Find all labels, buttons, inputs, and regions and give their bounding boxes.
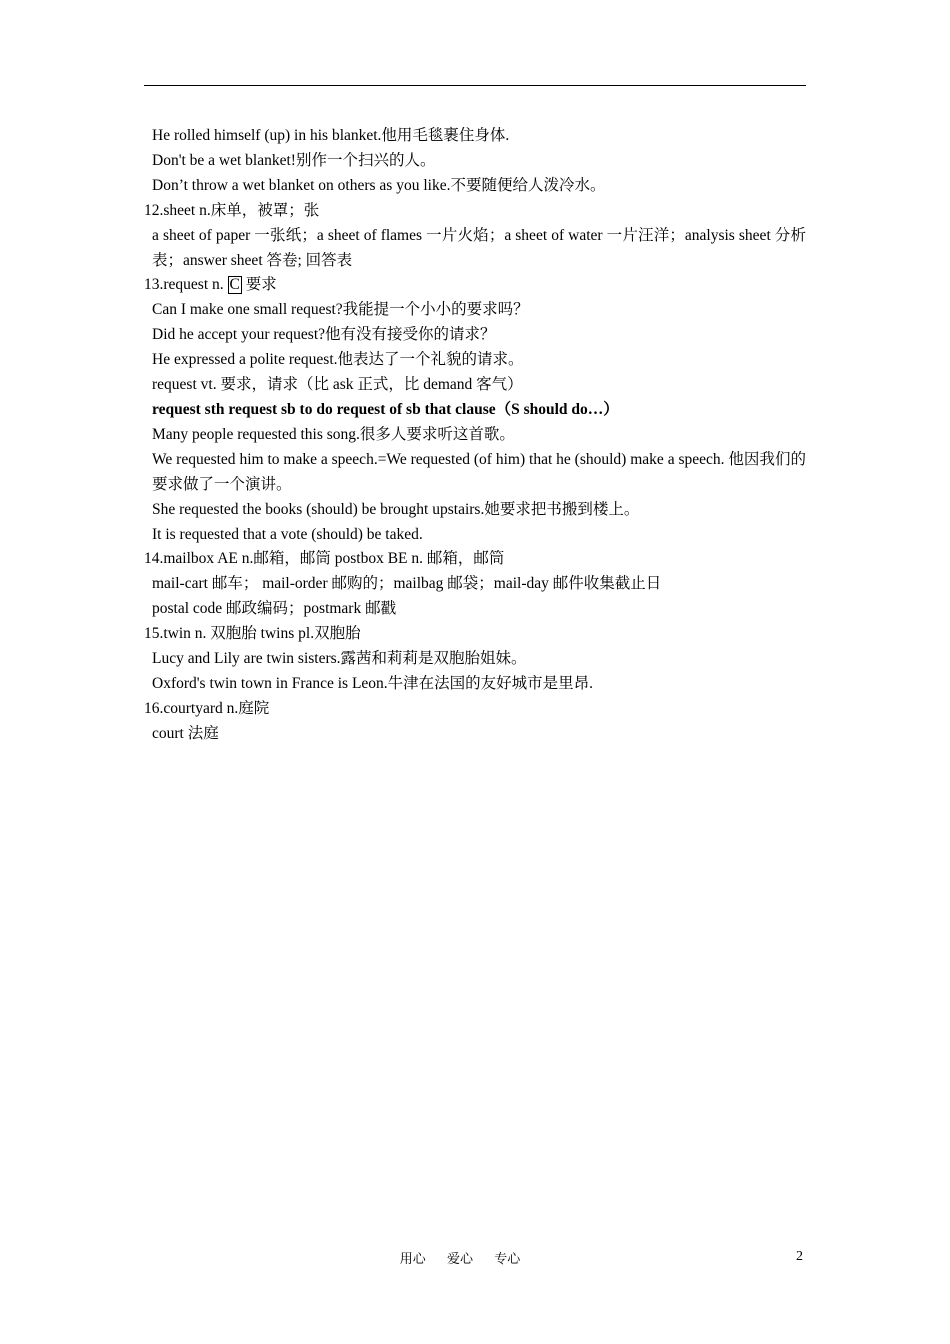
example-sentence: We requested him to make a speech.=We requested (of him) that he (should) make a speech. 他因我们的要求做了一个演讲。 xyxy=(152,450,806,493)
usage-note: request vt. 要求，请求（比 ask 正式，比 demand 客气） xyxy=(152,376,523,394)
example-sentence: Don’t throw a wet blanket on others as you like.不要随便给人泼冷水。 xyxy=(152,176,606,194)
vocab-entry-heading: 16.courtyard n.庭院 xyxy=(144,699,270,717)
header-rule xyxy=(144,85,806,86)
example-sentence: He expressed a polite request.他表达了一个礼貌的请求。 xyxy=(152,351,524,369)
footer-motto-3: 专心 xyxy=(494,1251,521,1266)
example-sentence: Did he accept your request?他有没有接受你的请求？ xyxy=(152,326,496,344)
usage-patterns: request sth request sb to do request of sb that clause（S should do…） xyxy=(152,400,619,418)
footer-motto-2: 爱心 xyxy=(446,1251,473,1266)
footer-motto-1: 用心 xyxy=(399,1251,426,1266)
example-sentence: She requested the books (should) be brought upstairs.她要求把书搬到楼上。 xyxy=(152,500,640,518)
example-sentence: He rolled himself (up) in his blanket.他用毛毯裹住身体. xyxy=(152,127,510,144)
example-sentence: Don't be a wet blanket!别作一个扫兴的人。 xyxy=(152,151,436,169)
page-number: 2 xyxy=(796,1249,803,1264)
vocab-entry-heading: 14.mailbox AE n.邮箱，邮筒 postbox BE n. 邮箱，邮筒 xyxy=(144,550,505,568)
document-body xyxy=(144,124,806,747)
example-sentence: Many people requested this song.很多人要求听这首歌。 xyxy=(152,425,515,443)
phrase-list: postal code 邮政编码；postmark 邮戳 xyxy=(152,600,397,618)
phrase-list: court 法庭 xyxy=(152,724,219,742)
vocab-entry-heading xyxy=(144,273,806,298)
phrase-list: mail-cart 邮车； mail-order 邮购的；mailbag 邮袋；mail-day 邮件收集截止日 xyxy=(152,575,662,593)
footer-motto xyxy=(0,1248,920,1267)
example-sentence: Lucy and Lily are twin sisters.露茜和莉莉是双胞胎姐妹。 xyxy=(152,650,527,668)
example-sentence: Oxford's twin town in France is Leon.牛津在法国的友好城市是里昂. xyxy=(152,674,594,692)
vocab-entry-heading: 12.sheet n.床单，被罩；张 xyxy=(144,201,320,219)
example-sentence: Can I make one small request?我能提一个小小的要求吗？ xyxy=(152,301,529,319)
example-sentence: It is requested that a vote (should) be taked. xyxy=(152,525,423,543)
phrase-list: a sheet of paper 一张纸；a sheet of flames 一片火焰；a sheet of water 一片汪洋；analysis sheet 分析表；answer sheet 答卷; 回答表 xyxy=(152,226,806,269)
heading-text: 13.request n. xyxy=(144,276,228,294)
heading-meaning: 要求 xyxy=(241,276,277,294)
vocab-entry-heading: 15.twin n. 双胞胎 twins pl.双胞胎 xyxy=(144,625,361,643)
countable-marker-box: C xyxy=(229,276,240,294)
